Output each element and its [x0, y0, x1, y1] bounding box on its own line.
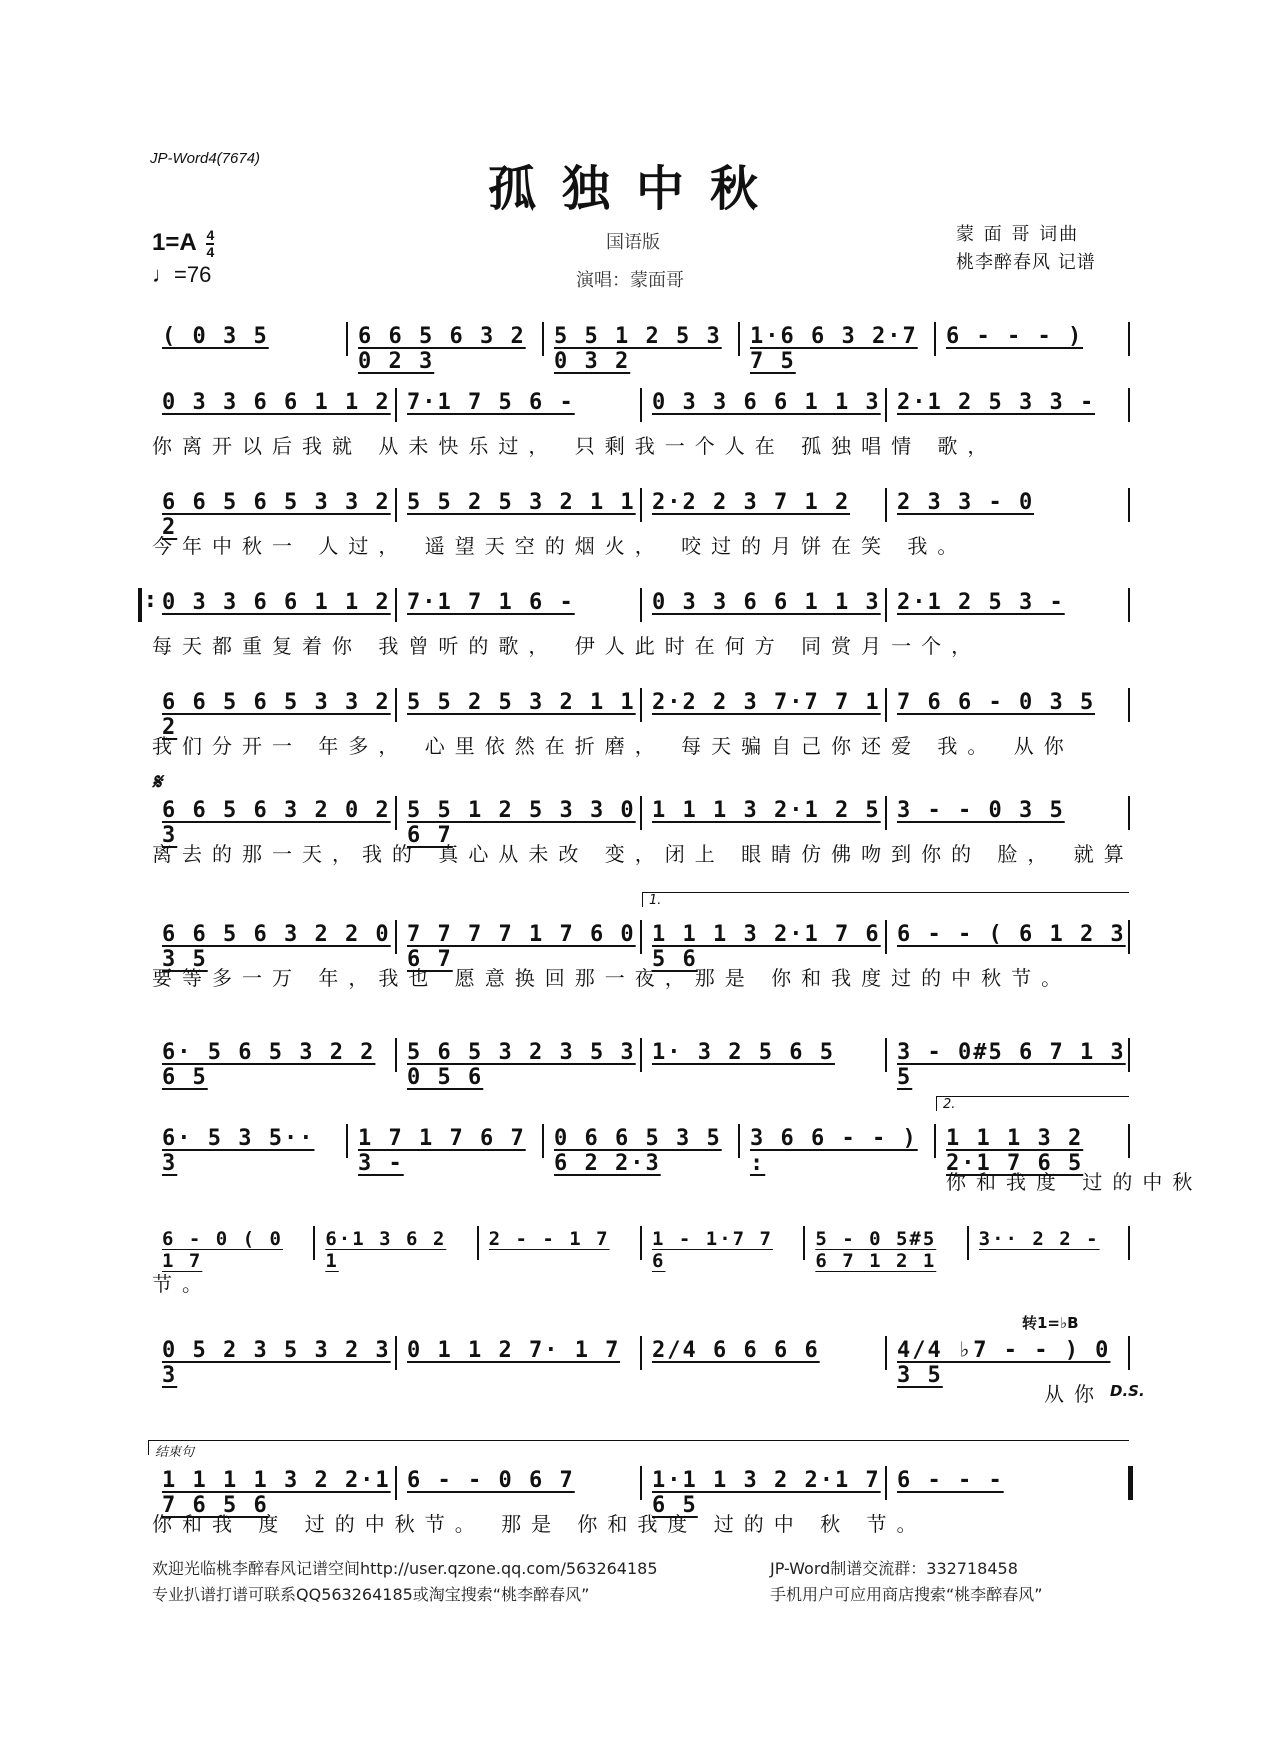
measure: 5 - 0 5#5 6 7 1 2 1 [815, 1228, 937, 1272]
measure: 7·1 7 1 6 - [407, 590, 575, 615]
bar-line [640, 388, 642, 422]
footer-app: 手机用户可应用商店搜索“桃李醉春风” [770, 1585, 1043, 1604]
bar-line [313, 1226, 315, 1260]
version-label: 国语版 [606, 232, 660, 253]
bar-line [395, 388, 397, 422]
measure: 2·1 2 5 3 3 - [897, 390, 1096, 415]
measure: 3 - - 0 3 5 [897, 798, 1065, 823]
staff-system [152, 1445, 1132, 1518]
measure: 1 1 1 3 2·1 7 6 5 6 [652, 922, 881, 972]
bar-line [640, 1336, 642, 1370]
bar-line [346, 322, 348, 356]
measure: 0 1 1 2 7· 1 7 [407, 1338, 621, 1363]
time-sig-bottom: 4 [206, 244, 215, 260]
bar-line [395, 588, 397, 622]
measure: 0 3 3 6 6 1 1 3 [652, 590, 881, 615]
measure: 6 - 0 ( 0 1 7 [162, 1228, 283, 1272]
key-signature [152, 228, 214, 259]
measure: 1 1 1 1 3 2 2·1 7 6 5 6 [162, 1468, 391, 1518]
measure: 6 - - ( 6 1 2 3 [897, 922, 1126, 947]
measure: 2·2 2 3 7·7 7 1 [652, 690, 881, 715]
bar-line [640, 488, 642, 522]
measure: 0 3 3 6 6 1 1 2 [162, 390, 391, 415]
measure: 4/4 ♭7 - - ) 0 3 5 [897, 1338, 1111, 1388]
bar-line [885, 488, 887, 522]
bar-line [640, 1466, 642, 1500]
measure: ( 0 3 5 [162, 324, 269, 349]
bar-line [1128, 796, 1130, 830]
bar-line [803, 1226, 805, 1260]
bar-line [640, 1226, 642, 1260]
staff-system [152, 1097, 1132, 1176]
measure: 0 6 6 5 3 5 6 2 2·3 [554, 1126, 722, 1176]
lyrics-line: 今年中秋一 人过， 遥望天空的烟火， 咬过的月饼在笑 我。 [152, 534, 968, 558]
staff-system [152, 388, 1132, 422]
bar-line [395, 688, 397, 722]
staff-system [152, 488, 1132, 540]
bar-line [1128, 488, 1130, 522]
dal-segno-marking: D.S. [1110, 1382, 1145, 1400]
transcriber-credit: 桃李醉春风 记谱 [956, 252, 1096, 273]
measure: 1 1 1 3 2 2·1 7 6 5 [946, 1126, 1084, 1176]
measure: 6· 5 6 5 3 2 2 6 5 [162, 1040, 376, 1090]
staff-system [152, 893, 1132, 972]
measure: 6 - - 0 6 7 [407, 1468, 575, 1493]
footer-website: 欢迎光临桃李醉春风记谱空间http://user.qzone.qq.com/563264185 [152, 1559, 658, 1578]
measure: 1 - 1·7 7 6 [652, 1228, 773, 1272]
bar-line [640, 1038, 642, 1072]
measure: 5 5 1 2 5 3 3 0 6 7 [407, 798, 636, 848]
measure: 2·1 2 5 3 - [897, 590, 1065, 615]
bar-line [640, 920, 642, 954]
measure: 0 5 2 3 5 3 2 3 3 [162, 1338, 391, 1388]
bar-line [395, 488, 397, 522]
bar-line [395, 1466, 397, 1500]
lyrics-line: 你和我 度 过的中秋节。 那是 你和我度 过的中 秋 节。 [152, 1512, 927, 1536]
measure: 1· 3 2 5 6 5 [652, 1040, 835, 1065]
measure: 5 6 5 3 2 3 5 3 0 5 6 [407, 1040, 636, 1090]
tempo-marking: ♩=76 [152, 262, 212, 287]
measure: 6 - - - [897, 1468, 1004, 1493]
measure: 5 5 2 5 3 2 1 1 [407, 690, 636, 715]
measure: 6 6 5 6 3 2 2 0 3 5 [162, 922, 391, 972]
bar-line [885, 688, 887, 722]
bar-line [885, 920, 887, 954]
bar-line [1128, 388, 1130, 422]
measure: 2·2 2 3 7 1 2 [652, 490, 851, 515]
bar-line [542, 1124, 544, 1158]
bar-line [1128, 688, 1130, 722]
bar-line [885, 796, 887, 830]
bar-line [395, 920, 397, 954]
measure: 2 - - 1 7 [488, 1228, 610, 1250]
measure: 3 - 0#5 6 7 1 3 5 [897, 1040, 1126, 1090]
bar-line [885, 388, 887, 422]
lyrics-line: 要等多一万 年，我也 愿意换回那一夜，那是 你和我度过的中秋节。 [152, 966, 1072, 990]
footer-group: JP-Word制谱交流群：332718458 [770, 1559, 1018, 1578]
bar-line [395, 796, 397, 830]
staff-system [152, 322, 1132, 374]
staff-system [152, 770, 1132, 848]
staff-system [152, 1038, 1132, 1090]
measure: 6 - - - ) [946, 324, 1084, 349]
bar-line [640, 588, 642, 622]
staff-system [152, 588, 1132, 622]
bar-line [1128, 322, 1130, 356]
lyrics-line: 你离开以后我就 从未快乐过， 只剩我一个人在 孤独唱情 歌， [152, 434, 998, 458]
key-label: 1=A [152, 228, 196, 256]
bar-line [395, 1038, 397, 1072]
measure: 2/4 6 6 6 6 [652, 1338, 820, 1363]
bar-line [738, 1124, 740, 1158]
lyrics-line: 节。 [152, 1272, 212, 1296]
bar-line [967, 1226, 969, 1260]
lyrics-line: 你和我度 过的中秋 [946, 1170, 1203, 1194]
measure: 7 6 6 - 0 3 5 [897, 690, 1096, 715]
bar-line [477, 1226, 479, 1260]
measure: 6·1 3 6 2 1 [325, 1228, 447, 1272]
measure: 1 1 1 3 2·1 2 5 [652, 798, 881, 823]
time-signature [206, 228, 214, 259]
staff-system [152, 1226, 1132, 1272]
bar-line [1128, 1124, 1130, 1158]
bar-line [885, 1466, 887, 1500]
measure: 1 7 1 7 6 7 3 - [358, 1126, 526, 1176]
software-label: JP-Word4(7674) [150, 150, 261, 167]
singer-label: 演唱：蒙面哥 [576, 270, 684, 291]
bar-line [640, 688, 642, 722]
composer-credit: 蒙 面 哥 词曲 [956, 224, 1080, 245]
measure: 6 6 5 6 5 3 3 2 2 [162, 490, 391, 540]
ending-section-label: 结束句 [148, 1440, 1129, 1455]
measure: 1·6 6 3 2·7 7 5 [750, 324, 918, 374]
measure: 6 6 5 6 3 2 0 2 3 [358, 324, 526, 374]
bar-line [542, 322, 544, 356]
final-bar-line [1128, 1466, 1133, 1500]
bar-line [640, 796, 642, 830]
time-sig-top: 4 [206, 227, 215, 243]
lyrics-line: 每天都重复着你 我曾听的歌， 伊人此时在何方 同赏月一个， [152, 634, 982, 658]
lyrics-line: 离去的那一天，我的 真心从未改 变，闭上 眼睛仿佛吻到你的 脸， 就算 [152, 842, 1134, 866]
measure: 5 5 2 5 3 2 1 1 [407, 490, 636, 515]
staff-system [152, 1314, 1132, 1388]
measure: 1·1 1 3 2 2·1 7 6 5 [652, 1468, 881, 1518]
segno-sign: 𝄋 [152, 770, 162, 795]
measure: 0 3 3 6 6 1 1 3 [652, 390, 881, 415]
bar-line [1128, 1336, 1130, 1370]
measure: 6 6 5 6 3 2 0 2 3 [162, 798, 391, 848]
measure: 3 6 6 - - ) : [750, 1126, 918, 1176]
measure: 7·1 7 5 6 - [407, 390, 575, 415]
bar-line [738, 322, 740, 356]
bar-line [885, 1336, 887, 1370]
repeat-start-sign [138, 588, 152, 622]
song-title: 孤独中秋 [487, 161, 784, 217]
measure: 6· 5 3 5·· 3 [162, 1126, 315, 1176]
modulation-marking: 转1=♭B [1022, 1314, 1079, 1332]
bar-line [1128, 1038, 1130, 1072]
lyrics-line: 我们分开一 年多， 心里依然在折磨， 每天骗自己你还爱 我。 从你 [152, 734, 1074, 758]
bar-line [1128, 588, 1130, 622]
bar-line [934, 322, 936, 356]
bar-line [885, 588, 887, 622]
bar-line [1128, 1226, 1130, 1260]
staff-system [152, 688, 1132, 740]
lyrics-line: 从你 [1044, 1382, 1104, 1406]
bar-line [934, 1124, 936, 1158]
measure: 2 3 3 - 0 [897, 490, 1035, 515]
measure: 5 5 1 2 5 3 0 3 2 [554, 324, 722, 374]
volta-bracket: 2. [936, 1096, 1129, 1111]
measure: 3·· 2 2 - [978, 1228, 1100, 1250]
measure: 0 3 3 6 6 1 1 2 [162, 590, 391, 615]
measure: 7 7 7 7 1 7 6 0 6 7 [407, 922, 636, 972]
footer-contact: 专业扒谱打谱可联系QQ563264185或淘宝搜索“桃李醉春风” [152, 1585, 590, 1604]
bar-line [395, 1336, 397, 1370]
measure: 6 6 5 6 5 3 3 2 2 [162, 690, 391, 740]
bar-line [885, 1038, 887, 1072]
bar-line [346, 1124, 348, 1158]
bar-line [1128, 920, 1130, 954]
volta-bracket: 1. [642, 892, 1129, 907]
